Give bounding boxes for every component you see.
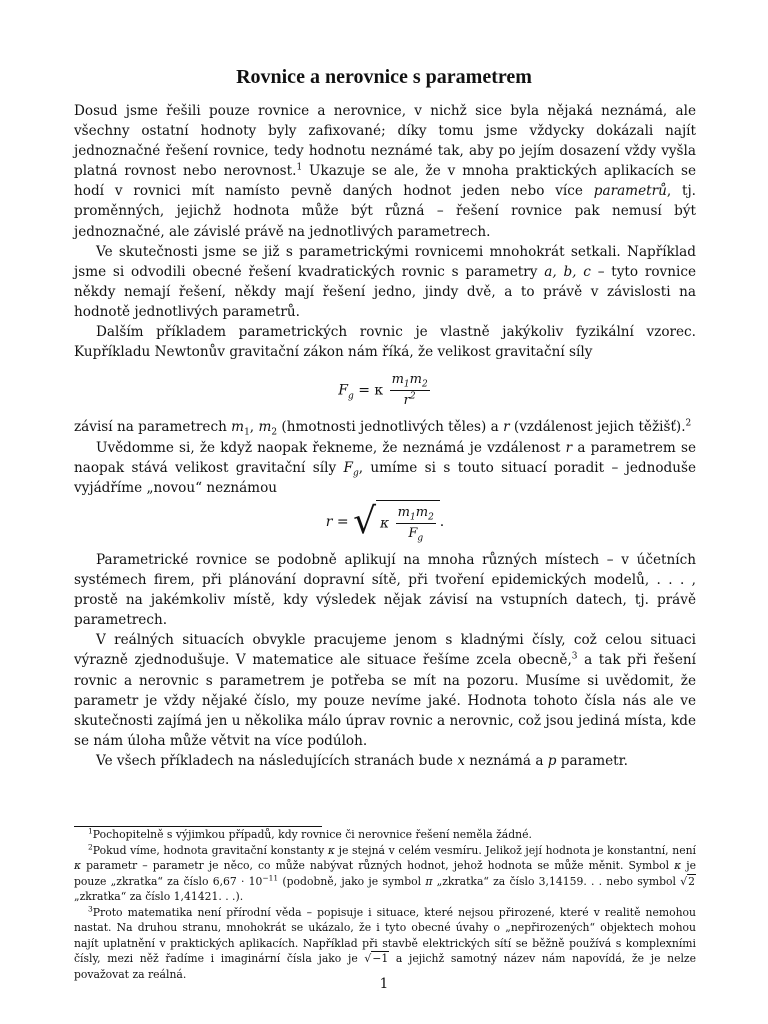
math-symbol: m <box>415 504 429 520</box>
math-symbol: r <box>565 439 573 456</box>
footnote-text: a jejichž samotný název nám napovídá, že je nelze považovat za reálná. <box>74 952 696 981</box>
footnote-text: Proto matematika není přírodní věda – popisuje i situace, které nejsou přirozené, které v realitě nemohou nastat. Na druhou stranu, mnohokrát se ukázalo, že i tyto obecné úvahy o „nepřirozených“ objektech mohou najít uplatnění v praktických aplikacích. Například při stavbě elektrických sítí se běžně používá s komplexními čísly, mezi něž řadíme i imaginární čísla jako je <box>74 905 696 965</box>
math-symbol: m <box>409 372 422 388</box>
text-run: Ve skutečnosti jsme se již s parametrickými rovnicemi mnohokrát setkali. Například jsme si odvodili obecné řešení kvadratických rovnic s parametry <box>74 243 696 280</box>
footnote-text: parametr – parametr je něco, co může nabývat různých hodnot, jehož hodnota se může měnit. Symbol <box>81 859 675 872</box>
paragraph-real-situations <box>74 630 696 751</box>
math-symbol: F <box>343 459 353 476</box>
math-symbol: m <box>397 504 410 520</box>
paragraph-intro <box>74 101 696 242</box>
radical-sign: √ <box>353 500 377 542</box>
footnote-text: je pouze „zkratka“ za číslo 6,67 · 10 <box>74 859 697 888</box>
text-run: Ukazuje se ale, že v mnoha praktických aplikacích se hodí v rovnici mít namísto pevně daných hodnot jeden nebo více <box>74 163 696 200</box>
footnote-mark: 2 <box>88 841 93 851</box>
fraction-denominator <box>390 391 430 411</box>
math-symbol: m <box>231 419 245 436</box>
text-run: , tj. proměnných, jejichž hodnota může být různá – řešení rovnice pak nemusí být jednoznačné, ale závislé právě na jednotlivých parametrech. <box>74 183 696 240</box>
text-run: Dalším příkladem parametrických rovnic je vlastně jakýkoliv fyzikální vzorec. Kupříkladu Newtonův gravitační zákon nám říká, že velikost gravitační síly <box>74 324 696 361</box>
text-run: Uvědomme si, že když naopak řekneme, že neznámá je vzdálenost <box>96 439 566 456</box>
text-run: V reálných situacích obvykle pracujeme jenom s kladnými čísly, což celou situaci výrazně zjednodušuje. V matematice ale situace řešíme zcela obecně, <box>74 632 696 669</box>
math-superscript: 2 <box>409 391 416 402</box>
math-symbol: F <box>408 525 418 541</box>
footnotes <box>74 826 696 982</box>
text-run: Parametrické rovnice se podobně aplikují na mnoha různých místech – v účetních systémech firem, při plánování dopravní sítě, při tvoření epidemických modelů, . . . , prostě na jakémkoliv místě, kdy výsledek nějak závisí na vstupních datech, tj. právě parametrech. <box>74 551 696 629</box>
math-symbol: π <box>425 874 433 888</box>
footnote-ref-2[interactable]: 2 <box>685 418 692 429</box>
footnote-mark: 1 <box>88 826 93 836</box>
radicand: −1 <box>372 952 389 965</box>
text-run: a parametrem se naopak stává velikost gravitační síly <box>74 439 696 476</box>
math-subscript: 1 <box>410 512 416 523</box>
math-vars: a, b, c <box>544 263 591 280</box>
math-subscript: 2 <box>421 379 428 390</box>
paragraph-quadratic <box>74 242 696 322</box>
text-run: a tak při řešení rovnic a nerovnic s parametrem je potřeba se mít na pozoru. Musíme si uvědomit, že parametr je vždy nějaké číslo, my pouze nevíme jaké. Hodnota tohoto čísla nás ale ve skutečnosti zajímá jen u několika málo úprav rovnic a nerovnic, což jsou jediná místa, kde se nám úloha může větvit na více podúloh. <box>74 652 696 749</box>
text-run: Ve všech příkladech na následujících stranách bude <box>96 752 458 769</box>
paragraph-applications <box>74 550 696 630</box>
math-symbol: κ <box>380 515 390 532</box>
math-symbol: r <box>403 393 410 409</box>
formula-distance <box>74 500 696 544</box>
fraction-denominator <box>396 524 436 544</box>
math-subscript: g <box>417 533 424 544</box>
fraction-numerator <box>396 503 436 524</box>
fraction-numerator <box>390 370 430 391</box>
text-run: závisí na parametrech <box>74 419 232 436</box>
paragraph-parameters <box>74 417 696 437</box>
footnote-ref-3[interactable]: 3 <box>571 651 578 662</box>
radical-sign: √ <box>364 952 372 965</box>
footnote-text: „zkratka“ za číslo 1,41421. . .). <box>74 890 244 903</box>
text-run: (hmotnosti jednotlivých těles) a <box>277 419 504 436</box>
formula-gravity <box>74 370 696 411</box>
fraction <box>390 370 430 411</box>
math-subscript: g <box>347 391 354 402</box>
footnote-text: Pokud víme, hodnota gravitační konstanty <box>92 843 328 857</box>
math-punct: . <box>439 513 445 530</box>
footnote-text: je stejná v celém vesmíru. Jelikož její hodnota je konstantní, není <box>334 843 696 857</box>
text-run: , <box>249 419 259 436</box>
math-symbol: F <box>338 382 348 399</box>
math-subscript: 1 <box>403 379 410 390</box>
paragraph-inverse <box>74 438 696 498</box>
math-subscript: 2 <box>271 428 278 439</box>
radical-sign: √ <box>680 874 688 888</box>
radicand: 2 <box>688 874 695 888</box>
emphasis: parametrů <box>593 183 667 200</box>
text-run: , umíme si s touto situací poradit – jednoduše vyjádříme „novou“ neznámou <box>74 459 697 496</box>
footnote-text: Pochopitelně s výjimkou případů, kdy rovnice či nerovnice řešení neměla žádné. <box>92 828 532 841</box>
math-superscript: −11 <box>262 872 279 882</box>
fraction <box>396 503 436 544</box>
radicand <box>376 500 440 544</box>
math-subscript: 2 <box>428 512 434 523</box>
text-run: neznámá a <box>464 752 548 769</box>
math-symbol: m <box>258 419 272 436</box>
math-symbol: κ <box>74 859 82 872</box>
page-number: 1 <box>379 976 389 992</box>
paragraph-conventions <box>74 751 696 771</box>
text-run: parametr. <box>556 752 628 769</box>
footnote-3 <box>74 905 696 983</box>
square-root <box>353 500 440 544</box>
footnote-mark: 3 <box>88 903 93 913</box>
math-operator: = κ <box>353 382 384 399</box>
math-subscript: 1 <box>244 428 250 439</box>
math-subscript: g <box>352 468 359 479</box>
footnote-1 <box>74 827 696 843</box>
text-run: – tyto rovnice někdy nemají řešení, někdy mají řešení jedno, jindy dvě, a to právě v závislosti na hodnotě jednotlivých parametrů. <box>74 263 696 320</box>
text-run: Dosud jsme řešili pouze rovnice a nerovnice, v nichž sice byla nějaká neznámá, ale všechny ostatní hodnoty byly zafixované; díky tomu jsme vždycky dokázali najít jednoznačné řešení rovnice, tedy hodnotu neznámé tak, aby po jejím dosazení vždy vyšla platná rovnost nebo nerovnost. <box>74 103 696 180</box>
page-title: Rovnice a nerovnice s parametrem <box>236 66 532 88</box>
math-symbol: p <box>547 752 557 769</box>
math-symbol: x <box>457 752 465 769</box>
footnote-ref-1[interactable]: 1 <box>296 162 303 173</box>
footnote-2 <box>74 843 696 905</box>
footnote-text: „zkratka“ za číslo 3,14159. . . nebo symbol <box>432 874 681 888</box>
math-symbol: m <box>391 372 404 388</box>
math-symbol: κ <box>327 843 335 857</box>
math-symbol: r <box>503 419 510 436</box>
paragraph-physics <box>74 322 696 362</box>
text-run: (vzdálenost jejich těžišť). <box>509 419 686 436</box>
main-text <box>74 101 696 771</box>
math-symbol: κ <box>674 859 682 872</box>
math-operator: = <box>332 513 354 530</box>
footnote-text: (podobně, jako je symbol <box>278 874 426 888</box>
math-symbol: r <box>325 513 333 530</box>
